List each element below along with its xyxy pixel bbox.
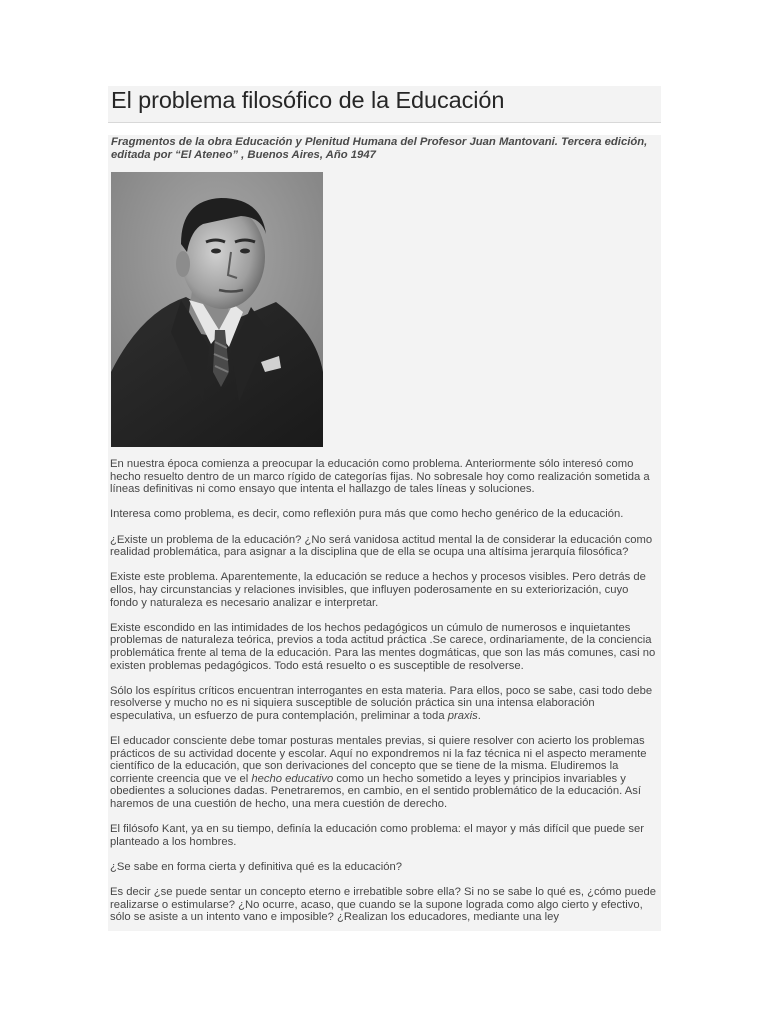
paragraph bbox=[110, 735, 658, 811]
portrait-photo bbox=[111, 172, 323, 447]
paragraph bbox=[110, 861, 658, 874]
paragraph bbox=[110, 571, 658, 609]
paragraph bbox=[110, 823, 658, 848]
document-content bbox=[108, 135, 661, 931]
paragraph-text: Es decir ¿se puede sentar un concepto eterno e irrebatible sobre ella? Si no se sabe lo qué es, ¿cómo puede realizarse o estimularse? ¿No ocurre, acaso, que cuando se la supone lograda como algo cierto y efectivo, sólo se asiste a un intento vano e imposible? ¿Realizan los educadores, mediante una ley bbox=[110, 886, 656, 924]
paragraph bbox=[110, 508, 658, 521]
page-title: El problema filosófico de la Educación bbox=[111, 87, 505, 113]
paragraph bbox=[110, 458, 658, 496]
paragraph bbox=[110, 622, 658, 672]
paragraph-text: ¿Existe un problema de la educación? ¿No será vanidosa actitud mental la de considerar la educación como realidad problemática, para asignar a la disciplina que de ella se ocupa una altísima jerarquía filosófica? bbox=[110, 533, 653, 559]
paragraph bbox=[110, 534, 658, 559]
title-bar bbox=[108, 86, 661, 123]
paragraph-text: ¿Se sabe en forma cierta y definitiva qué es la educación? bbox=[110, 861, 403, 873]
body-text bbox=[110, 458, 658, 931]
paragraph-text: El educador consciente debe tomar posturas mentales previas, si quiere resolver con acierto los problemas prácticos de su actividad docente y escolar. Aquí no expondremos ni la faz técnica ni el aspecto meramente científico de la educación, que son derivaciones del concepto que se tiene de la misma. Eludiremos la corriente creencia que ve el bbox=[110, 735, 647, 785]
paragraph bbox=[110, 685, 658, 723]
paragraph-text: Interesa como problema, es decir, como reflexión pura más que como hecho genérico de la educación. bbox=[110, 508, 624, 521]
paragraph-text: En nuestra época comienza a preocupar la educación como problema. Anteriormente sólo interesó como hecho resuelto dentro de un marco rígido de categorías fijas. No sobresale hoy como realización sometida a líneas definitivas ni como ensayo que intenta el hallazgo de tales líneas y soluciones. bbox=[110, 458, 650, 496]
paragraph-text: El filósofo Kant, ya en su tiempo, definía la educación como problema: el mayor y más difícil que puede ser planteado a los hombres. bbox=[110, 823, 645, 848]
paragraph-text: como un hecho sometido a leyes y principios invariables y obedientes a soluciones dadas. Penetraremos, en cambio, en el sentido problemático de la educación. Así haremos de una cuestión de hecho, una mera cuestión de derecho. bbox=[110, 772, 641, 811]
paragraph-text: Sólo los espíritus críticos encuentran interrogantes en esta materia. Para ellos, poco se sabe, casi todo debe resolverse y mucho no es ni siquiera susceptible de solución práctica sin una intensa elaboración especulativa, un esfuerzo de pura contemplación, preliminar a toda bbox=[110, 684, 653, 722]
paragraph-text: Existe este problema. Aparentemente, la educación se reduce a hechos y procesos visibles. Pero detrás de ellos, hay circunstancias y relaciones invisibles, que influyen poderosamente en su exteriorización, cuyo fondo y naturaleza es necesario analizar e interpretar. bbox=[110, 571, 646, 609]
emphasized-term: hecho educativo bbox=[251, 772, 334, 785]
paragraph bbox=[110, 886, 658, 924]
document-subtitle: Fragmentos de la obra Educación y Plenitud Humana del Profesor Juan Mantovani. Tercera edición, editada por “El Ateneo” , Buenos Aires, Año 1947 bbox=[111, 136, 648, 161]
paragraph-text: Existe escondido en las intimidades de los hechos pedagógicos un cúmulo de numerosos e inquietantes problemas de naturaleza teórica, previos a toda actitud práctica .Se carece, ordinariamente, de la conciencia problemática frente al tema de la educación. Para las mentes dogmáticas, que son las más comunes, casi no existen problemas pedagógicos. Todo está resuelto o es susceptible de resolverse. bbox=[110, 621, 656, 672]
paragraph-text: . bbox=[477, 709, 481, 722]
emphasized-term: praxis bbox=[447, 709, 478, 722]
